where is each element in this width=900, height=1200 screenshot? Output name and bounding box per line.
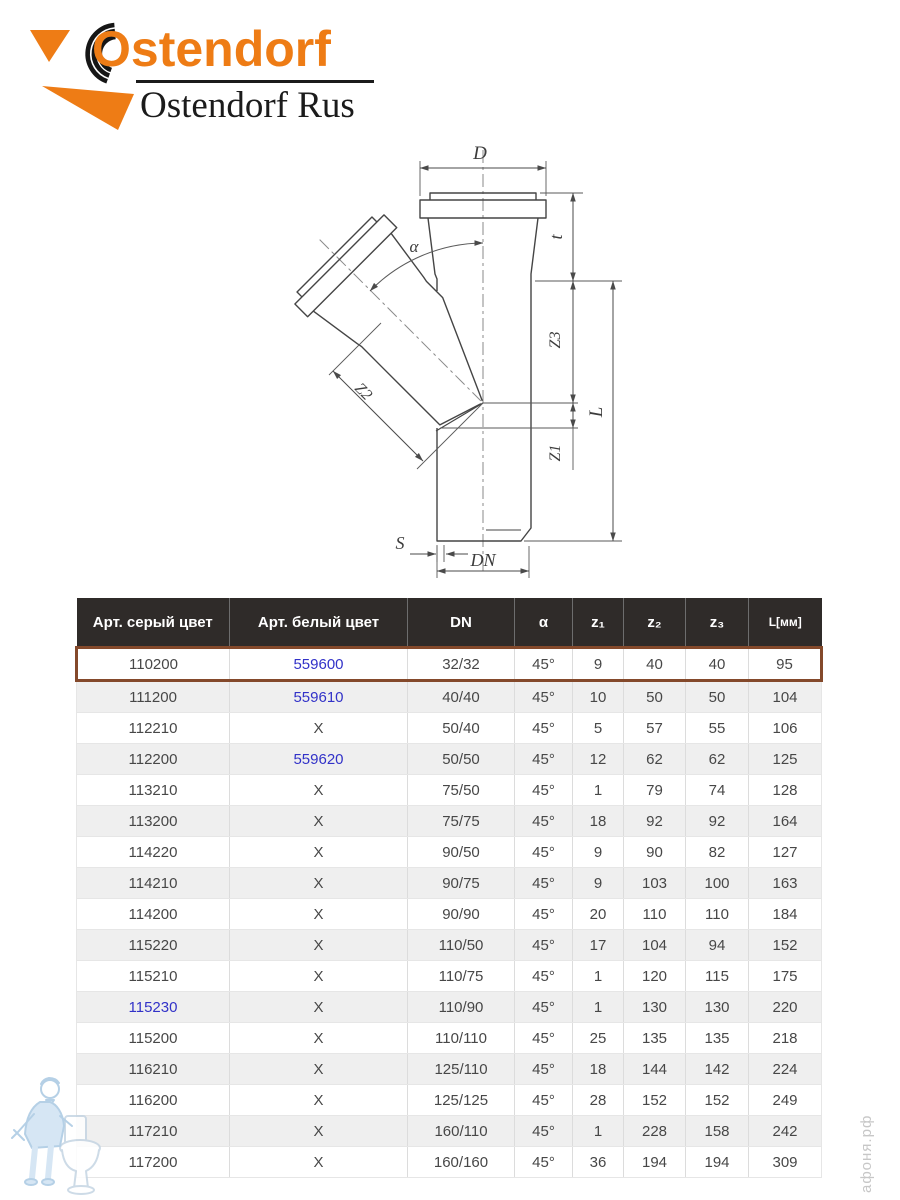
cell-alpha: 45° (515, 1085, 573, 1116)
cell-z1: 18 (573, 1054, 624, 1085)
cell-dn: 32/32 (408, 648, 515, 681)
dim-label-l: L (586, 406, 607, 418)
cell-z2: 144 (624, 1054, 686, 1085)
dim-label-s: S (395, 533, 405, 553)
cell-art-white: X (230, 1147, 408, 1178)
cell-l-mm: 184 (749, 899, 822, 930)
cell-z1: 9 (573, 868, 624, 899)
cell-dn: 110/50 (408, 930, 515, 961)
cell-z1: 1 (573, 992, 624, 1023)
dim-label-z1: Z1 (547, 444, 564, 462)
cell-alpha: 45° (515, 1023, 573, 1054)
dim-label-dn: DN (470, 550, 496, 570)
cell-l-mm: 152 (749, 930, 822, 961)
cell-dn: 110/110 (408, 1023, 515, 1054)
cell-z3: 142 (686, 1054, 749, 1085)
table-row (77, 868, 822, 899)
cell-dn: 40/40 (408, 681, 515, 713)
fitting-technical-drawing (225, 138, 645, 608)
cell-art-gray: 113200 (77, 806, 230, 837)
cell-alpha: 45° (515, 961, 573, 992)
dim-label-d: D (473, 143, 487, 164)
cell-z2: 228 (624, 1116, 686, 1147)
cell-art-white: X (230, 775, 408, 806)
cell-alpha: 45° (515, 713, 573, 744)
site-watermark: афоня.рф (858, 1114, 875, 1193)
table-row (77, 899, 822, 930)
cell-z2: 50 (624, 681, 686, 713)
cell-alpha: 45° (515, 681, 573, 713)
table-row (77, 713, 822, 744)
cell-art-gray: 116210 (77, 1054, 230, 1085)
cell-alpha: 45° (515, 775, 573, 806)
cell-art-white-link[interactable]: 559610 (230, 681, 408, 713)
table-row (77, 961, 822, 992)
cell-dn: 160/160 (408, 1147, 515, 1178)
cell-l-mm: 224 (749, 1054, 822, 1085)
cell-z3: 194 (686, 1147, 749, 1178)
cell-l-mm: 104 (749, 681, 822, 713)
cell-art-white: X (230, 837, 408, 868)
column-header-alpha: α (515, 598, 573, 648)
cell-z3: 135 (686, 1023, 749, 1054)
cell-z3: 55 (686, 713, 749, 744)
cell-alpha: 45° (515, 837, 573, 868)
cell-z1: 12 (573, 744, 624, 775)
cell-z2: 104 (624, 930, 686, 961)
cell-l-mm: 309 (749, 1147, 822, 1178)
cell-dn: 50/40 (408, 713, 515, 744)
cell-art-white: X (230, 713, 408, 744)
table-row (77, 1085, 822, 1116)
cell-art-gray: 114200 (77, 899, 230, 930)
cell-l-mm: 218 (749, 1023, 822, 1054)
cell-l-mm: 127 (749, 837, 822, 868)
cell-alpha: 45° (515, 868, 573, 899)
cell-l-mm: 220 (749, 992, 822, 1023)
cell-z3: 130 (686, 992, 749, 1023)
cell-z3: 50 (686, 681, 749, 713)
cell-art-white: X (230, 1116, 408, 1147)
dim-label-z2: Z2 (351, 379, 376, 404)
table-row (77, 1023, 822, 1054)
cell-z3: 92 (686, 806, 749, 837)
cell-z3: 40 (686, 648, 749, 681)
cell-art-white: X (230, 961, 408, 992)
cell-z1: 1 (573, 961, 624, 992)
cell-z2: 103 (624, 868, 686, 899)
cell-dn: 75/75 (408, 806, 515, 837)
cell-art-gray: 115200 (77, 1023, 230, 1054)
cell-art-gray: 117200 (77, 1147, 230, 1178)
column-header-art-gray: Арт. серый цвет (77, 598, 230, 648)
cell-alpha: 45° (515, 1116, 573, 1147)
dimension-lines (333, 168, 613, 571)
cell-art-gray: 114210 (77, 868, 230, 899)
cell-l-mm: 125 (749, 744, 822, 775)
table-row (77, 1116, 822, 1147)
cell-z2: 110 (624, 899, 686, 930)
cell-z2: 62 (624, 744, 686, 775)
cell-art-gray: 111200 (77, 681, 230, 713)
cell-dn: 90/90 (408, 899, 515, 930)
cell-art-gray: 110200 (77, 648, 230, 681)
brand-divider (136, 80, 374, 83)
cell-dn: 125/125 (408, 1085, 515, 1116)
cell-l-mm: 249 (749, 1085, 822, 1116)
logo-triangle-top (30, 30, 70, 62)
cell-z2: 194 (624, 1147, 686, 1178)
cell-art-white: X (230, 868, 408, 899)
cell-art-white: X (230, 930, 408, 961)
centerlines (320, 150, 483, 575)
cell-z1: 20 (573, 899, 624, 930)
cell-z2: 40 (624, 648, 686, 681)
cell-alpha: 45° (515, 899, 573, 930)
spec-table-header (77, 598, 822, 648)
cell-z1: 25 (573, 1023, 624, 1054)
cell-art-white-link[interactable]: 559600 (230, 648, 408, 681)
dim-label-t: t (546, 234, 566, 240)
table-row (77, 744, 822, 775)
cell-z3: 82 (686, 837, 749, 868)
spec-table (75, 598, 823, 1178)
dim-label-z3: Z3 (547, 331, 564, 349)
cell-art-gray: 113210 (77, 775, 230, 806)
cell-l-mm: 163 (749, 868, 822, 899)
cell-alpha: 45° (515, 930, 573, 961)
cell-z2: 79 (624, 775, 686, 806)
brand-name: Ostendorf (92, 21, 331, 77)
brand-subtitle: Ostendorf Rus (140, 85, 355, 126)
cell-alpha: 45° (515, 1147, 573, 1178)
cell-alpha: 45° (515, 648, 573, 681)
cell-z1: 9 (573, 837, 624, 868)
cell-z3: 94 (686, 930, 749, 961)
cell-art-gray: 115220 (77, 930, 230, 961)
cell-alpha: 45° (515, 992, 573, 1023)
table-row-highlighted (77, 648, 822, 681)
cell-z2: 152 (624, 1085, 686, 1116)
cell-z3: 100 (686, 868, 749, 899)
logo-triangle-bottom (42, 86, 134, 130)
cell-dn: 160/110 (408, 1116, 515, 1147)
cell-z2: 120 (624, 961, 686, 992)
cell-l-mm: 95 (749, 648, 822, 681)
cell-z1: 18 (573, 806, 624, 837)
cell-art-gray: 112210 (77, 713, 230, 744)
cell-l-mm: 128 (749, 775, 822, 806)
cell-dn: 50/50 (408, 744, 515, 775)
cell-art-white: X (230, 992, 408, 1023)
cell-art-gray-link[interactable]: 115230 (77, 992, 230, 1023)
cell-dn: 90/50 (408, 837, 515, 868)
plumber-watermark-icon (4, 1056, 116, 1198)
cell-l-mm: 242 (749, 1116, 822, 1147)
cell-art-white-link[interactable]: 559620 (230, 744, 408, 775)
cell-art-gray: 112200 (77, 744, 230, 775)
logo (28, 14, 388, 139)
cell-z1: 17 (573, 930, 624, 961)
cell-dn: 110/90 (408, 992, 515, 1023)
cell-z1: 1 (573, 775, 624, 806)
cell-art-gray: 117210 (77, 1116, 230, 1147)
cell-z2: 130 (624, 992, 686, 1023)
cell-art-white: X (230, 806, 408, 837)
column-header-l-mm: L[мм] (749, 598, 822, 648)
column-header-z3: z₃ (686, 598, 749, 648)
cell-art-gray: 116200 (77, 1085, 230, 1116)
cell-z3: 115 (686, 961, 749, 992)
table-row (77, 1147, 822, 1178)
alpha-label: α (409, 237, 419, 256)
cell-art-white: X (230, 1054, 408, 1085)
table-row (77, 1054, 822, 1085)
cell-alpha: 45° (515, 1054, 573, 1085)
column-header-dn: DN (408, 598, 515, 648)
cell-dn: 75/50 (408, 775, 515, 806)
cell-art-gray: 114220 (77, 837, 230, 868)
table-row (77, 775, 822, 806)
cell-art-gray: 115210 (77, 961, 230, 992)
table-row (77, 806, 822, 837)
cell-z1: 1 (573, 1116, 624, 1147)
table-row (77, 930, 822, 961)
cell-z3: 62 (686, 744, 749, 775)
cell-alpha: 45° (515, 806, 573, 837)
cell-l-mm: 106 (749, 713, 822, 744)
cell-art-white: X (230, 1023, 408, 1054)
cell-l-mm: 164 (749, 806, 822, 837)
cell-z3: 158 (686, 1116, 749, 1147)
table-row (77, 992, 822, 1023)
cell-dn: 125/110 (408, 1054, 515, 1085)
extension-lines (329, 161, 622, 578)
cell-z1: 5 (573, 713, 624, 744)
cell-z1: 10 (573, 681, 624, 713)
cell-art-white: X (230, 1085, 408, 1116)
table-row (77, 837, 822, 868)
cell-z2: 90 (624, 837, 686, 868)
column-header-z1: z₁ (573, 598, 624, 648)
cell-z1: 36 (573, 1147, 624, 1178)
column-header-z2: z₂ (624, 598, 686, 648)
cell-z3: 110 (686, 899, 749, 930)
cell-z3: 152 (686, 1085, 749, 1116)
cell-z2: 57 (624, 713, 686, 744)
cell-z2: 135 (624, 1023, 686, 1054)
cell-art-white: X (230, 899, 408, 930)
cell-z2: 92 (624, 806, 686, 837)
cell-z1: 9 (573, 648, 624, 681)
cell-alpha: 45° (515, 744, 573, 775)
alpha-angle-arc (370, 243, 483, 291)
column-header-art-white: Арт. белый цвет (230, 598, 408, 648)
cell-l-mm: 175 (749, 961, 822, 992)
cell-z3: 74 (686, 775, 749, 806)
cell-dn: 110/75 (408, 961, 515, 992)
cell-dn: 90/75 (408, 868, 515, 899)
table-row (77, 681, 822, 713)
cell-z1: 28 (573, 1085, 624, 1116)
